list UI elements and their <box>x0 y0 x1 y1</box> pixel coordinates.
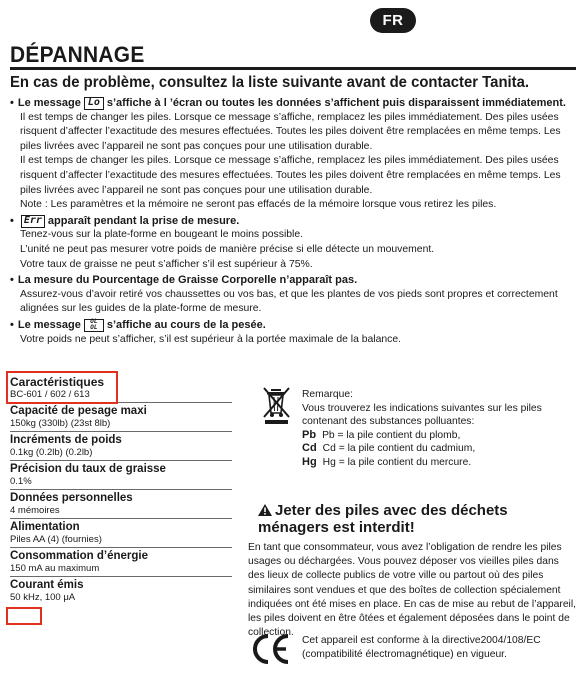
bullet-icon: • <box>10 97 14 109</box>
note-intro: Vous trouverez les indications suivantes sur les piles contenant des substances polluantes: <box>302 402 542 428</box>
ce-mark-icon <box>250 632 292 666</box>
issue-text: Il est temps de changer les piles. Lorsque ce message s’affiche, remplacez les piles immédiatement. Des piles usées risquent d’affecter l’exactitude des mesures effectuées. Toutes les piles doivent être remplacées en même temps. Les piles livrées avec l’appareil ne sont pas conçues pour une utilisation durable. <box>20 155 561 196</box>
bullet-icon: • <box>10 318 14 331</box>
issue-heading-text: Le message <box>17 318 81 331</box>
issue-heading <box>10 318 576 333</box>
issue-overload <box>10 318 576 347</box>
page-title: DÉPANNAGE <box>10 42 145 67</box>
chemical-row-pb <box>302 429 574 443</box>
issue-body <box>10 333 576 348</box>
spec-label: Courant émis <box>10 579 84 591</box>
note-heading: Remarque: <box>302 389 353 400</box>
issue-text: Votre taux de graisse ne peut s’afficher s’il est supérieur à 75%. <box>20 258 313 270</box>
page-subtitle: En cas de problème, consultez la liste suivante avant de contacter Tanita. <box>10 74 530 91</box>
issue-heading-text: La mesure du Pourcentage de Graisse Corporelle n’apparaît pas. <box>17 274 358 287</box>
spec-label: Données personnelles <box>10 492 133 504</box>
spec-label: Caractéristiques <box>10 375 105 389</box>
spec-row <box>10 519 232 548</box>
issue-heading-text: s’affiche à l ’écran ou toutes les données s’affichent puis disparaissent immédiatement. <box>106 97 566 109</box>
issue-heading-text: apparaît pendant la prise de mesure. <box>47 214 240 227</box>
ce-compliance-text: Cet appareil est conforme à la directive2004/108/EC (compatibilité électromagnétique) en vigueur. <box>302 635 541 660</box>
spec-row <box>10 461 232 490</box>
issue-low-battery <box>10 96 576 213</box>
lcd-overload-icon <box>84 319 104 332</box>
spec-row <box>10 577 232 605</box>
chemical-symbol: Pb <box>302 428 317 441</box>
chemical-row-cd <box>302 442 574 456</box>
issue-heading <box>10 214 576 229</box>
issue-heading <box>10 273 576 288</box>
issue-error-message <box>10 214 576 272</box>
spec-label: Précision du taux de graisse <box>10 463 166 475</box>
chemical-text: Cd = la pile contient du cadmium, <box>322 443 476 455</box>
spec-label: Capacité de pesage maxi <box>10 405 147 417</box>
warning-body: En tant que consommateur, vous avez l’obligation de rendre les piles usages ou déchargées. Vous pouvez déposer vos vieilles piles dans des lieux de collecte publics de votre ville ou partout où des piles similaires sont vendues et que des boîtes de collection spécialement indiquées ont été mises en place. En cas de mise au rebut de l’appareil, les piles doivent en être ôtées et également déposées dans le point de collection. <box>248 542 576 639</box>
troubleshooting-list <box>10 96 576 348</box>
warning-title <box>258 502 578 536</box>
lcd-top: OL <box>90 318 98 326</box>
issue-text: Note : Les paramètres et la mémoire ne seront pas effacés de la mémoire lorsque vous retirez les piles. <box>20 199 497 211</box>
spec-value: BC-601 / 602 / 613 <box>10 389 90 400</box>
warning-triangle-icon <box>258 504 272 516</box>
spec-row <box>10 490 232 519</box>
battery-note <box>302 388 574 470</box>
issue-heading <box>10 96 576 111</box>
chemical-symbol: Hg <box>302 455 317 468</box>
spec-value: 50 kHz, 100 μA <box>10 592 76 603</box>
issue-text: Tenez-vous sur la plate-forme en bougeant le moins possible. <box>20 229 304 241</box>
lcd-err-icon: Err <box>21 215 45 228</box>
spec-row <box>10 548 232 577</box>
chemical-text: Pb = la pile contient du plomb, <box>322 429 461 441</box>
spec-value: 4 mémoires <box>10 505 60 516</box>
warning-title-text: Jeter des piles avec des déchets ménagers est interdit! <box>258 502 508 536</box>
language-badge: FR <box>370 8 416 33</box>
spec-row <box>10 403 232 432</box>
crossed-bin-icon <box>262 386 294 426</box>
spec-label: Consommation d’énergie <box>10 550 149 562</box>
spec-label: Alimentation <box>10 521 80 533</box>
highlight-box-characteristics <box>6 371 118 404</box>
issue-text: L’unité ne peut pas mesurer votre poids de manière précise si elle détecte un mouvement. <box>20 243 435 255</box>
issue-body <box>10 111 576 213</box>
title-divider <box>10 67 576 70</box>
issue-body <box>10 288 576 317</box>
specifications-table <box>10 374 232 605</box>
issue-body <box>10 228 576 272</box>
spec-value: 0.1% <box>10 476 32 487</box>
issue-text: Votre poids ne peut s’afficher, s’il est supérieur à la portée maximale de la balance. <box>20 333 402 345</box>
highlight-box-frequency <box>6 607 42 625</box>
spec-value: 150 mA au maximum <box>10 563 100 574</box>
issue-text: Il est temps de changer les piles. Lorsque ce message s’affiche, remplacez les piles immédiatement. Des piles usées risquent d’affecter l’exactitude des mesures effectuées. Toutes les piles doivent être remplacées en même temps. Les piles livrées avec l’appareil ne sont pas conçues pour une utilisation durable. <box>20 111 561 152</box>
issue-heading-text: s’affiche au cours de la pesée. <box>106 318 266 331</box>
spec-row <box>10 432 232 461</box>
spec-value: 0.1kg (0.2lb) (0.2lb) <box>10 447 93 458</box>
lcd-lo-icon: Lo <box>84 97 104 110</box>
issue-body-fat-missing <box>10 273 576 317</box>
spec-value: 150kg (330lb) (23st 8lb) <box>10 418 111 429</box>
chemical-row-hg <box>302 456 574 470</box>
lcd-bottom: OL <box>90 324 98 332</box>
bullet-icon: • <box>10 274 14 287</box>
chemical-symbol: Cd <box>302 442 317 455</box>
issue-text: Assurez-vous d’avoir retiré vos chaussettes ou vos bas, et que les plantes de vos pieds sont propres et correctement alignées sur les guides de la plate-forme de mesure. <box>20 288 558 315</box>
issue-heading-text: Le message <box>17 97 81 109</box>
spec-value: Piles AA (4) (fournies) <box>10 534 102 545</box>
chemical-text: Hg = la pile contient du mercure. <box>322 456 472 468</box>
bullet-icon: • <box>10 214 14 227</box>
spec-label: Incréments de poids <box>10 434 122 446</box>
